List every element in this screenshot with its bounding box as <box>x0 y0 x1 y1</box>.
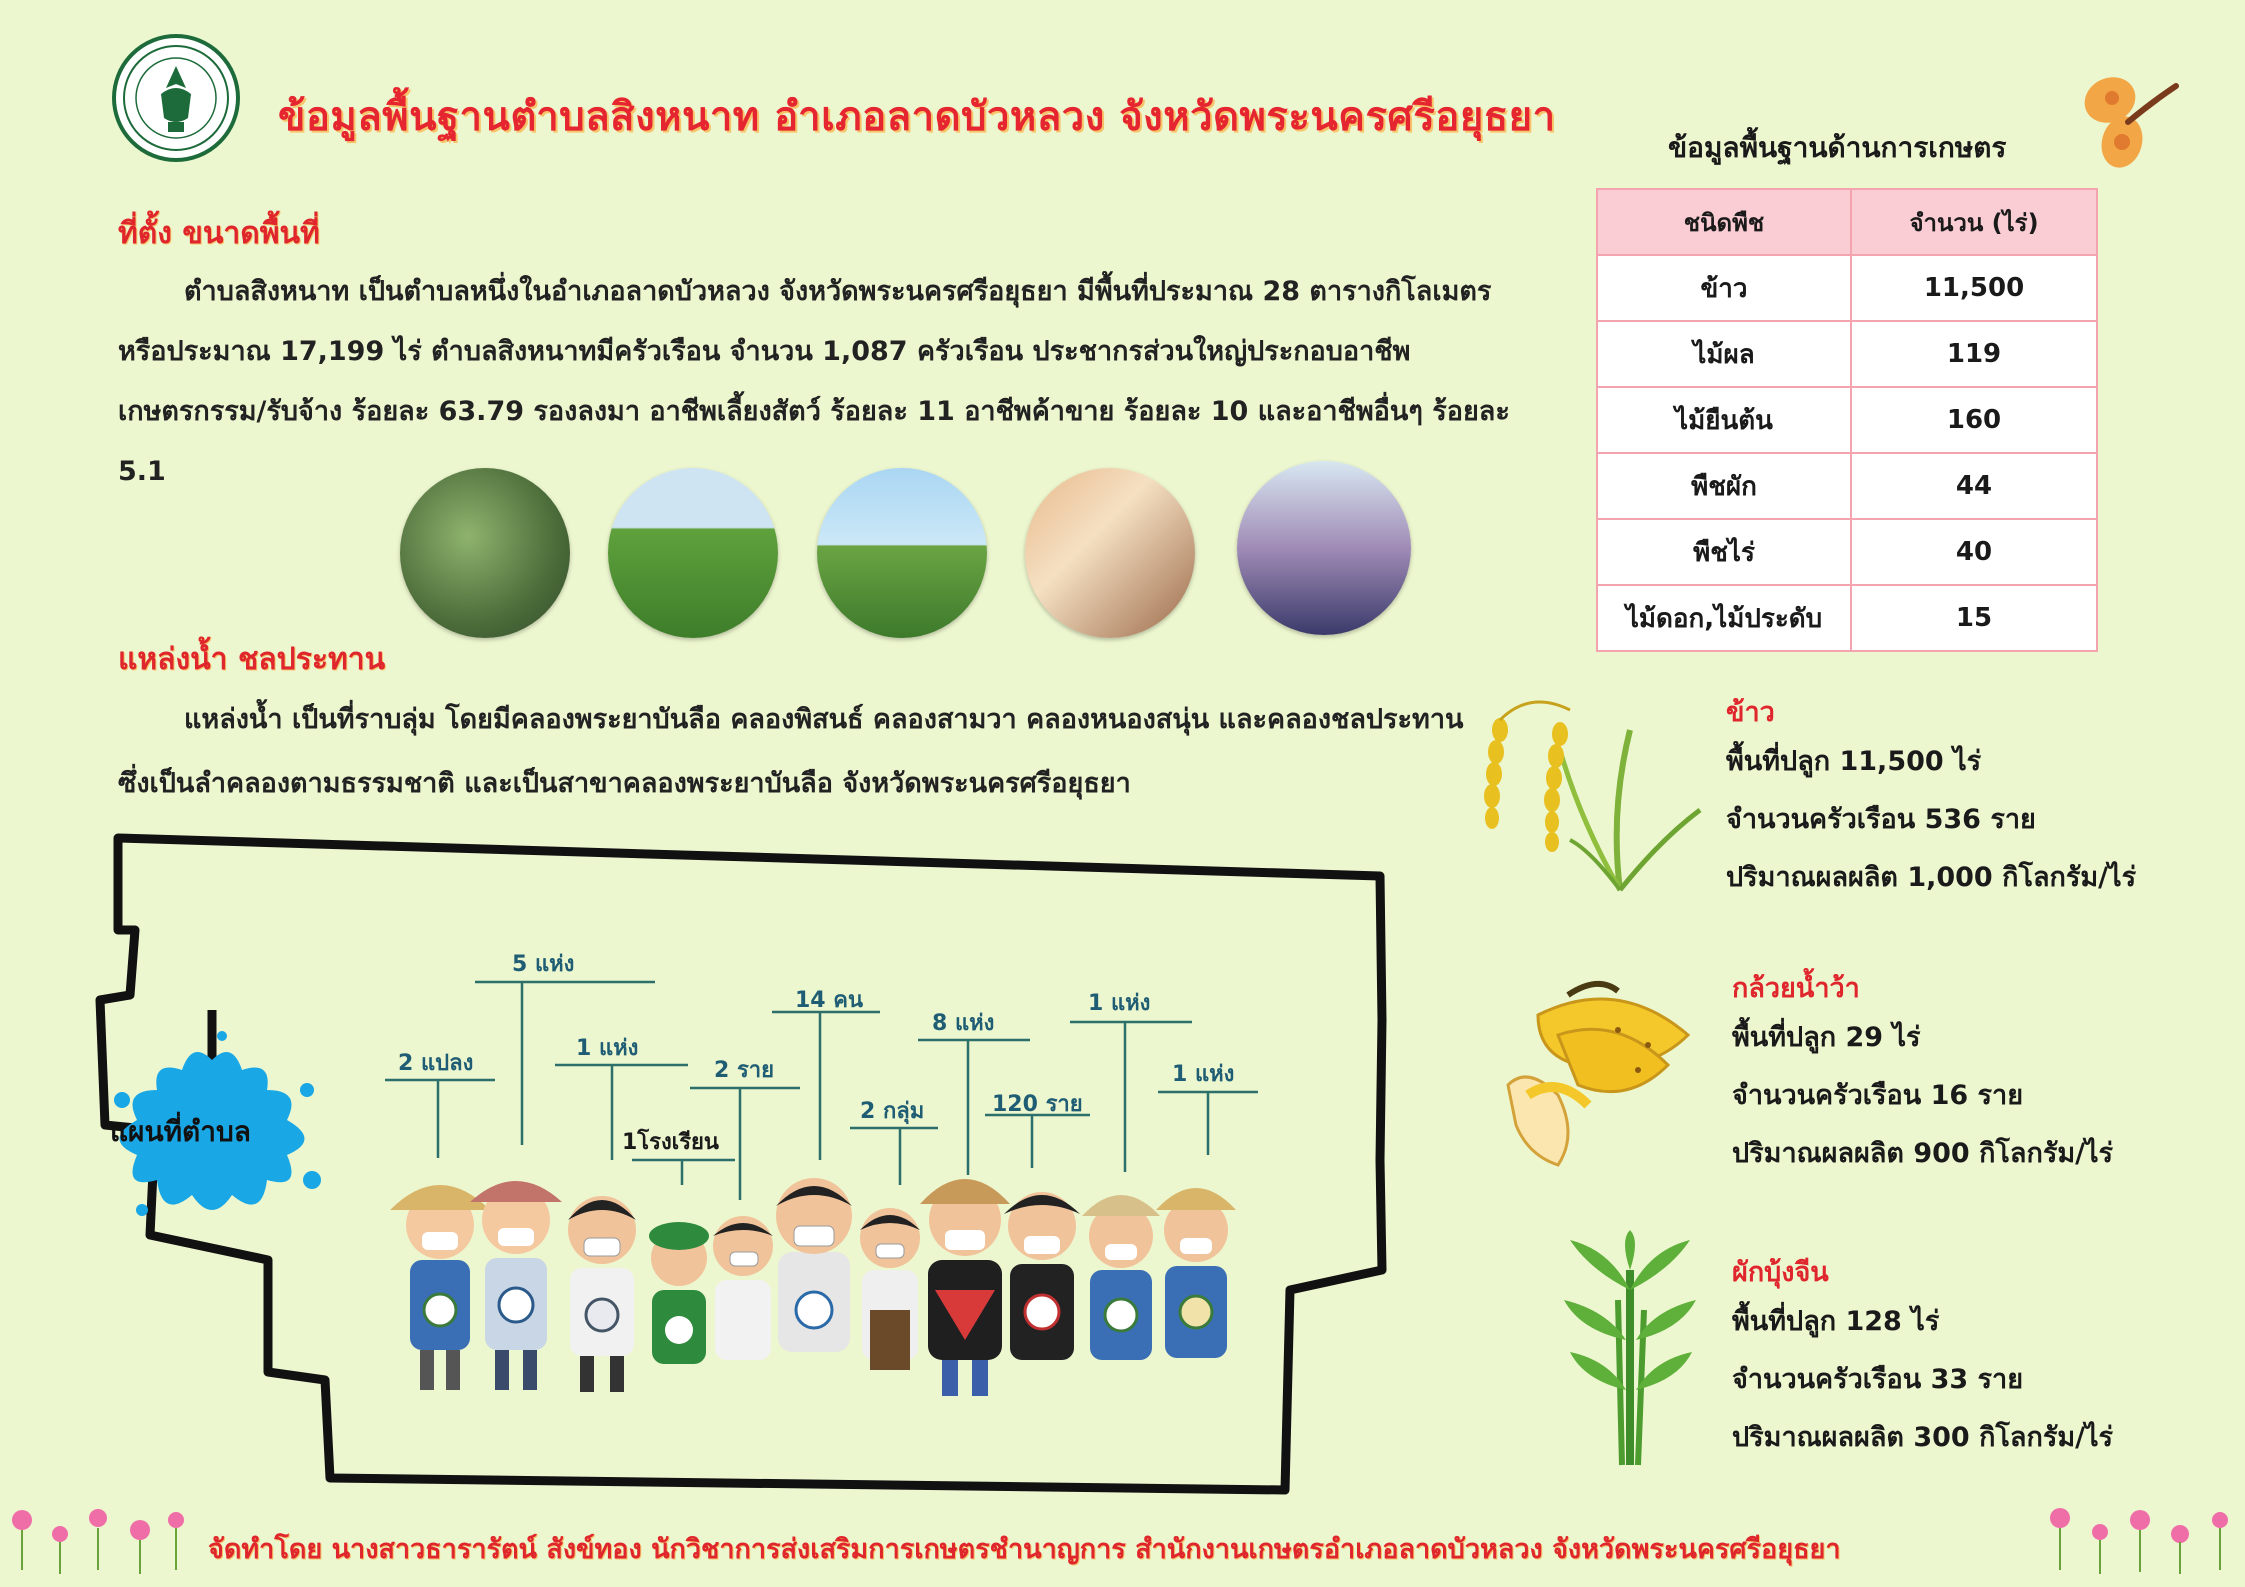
crop-area: พื้นที่ปลูก 29 ไร่ <box>1732 1022 1921 1053</box>
table-cell: ข้าว <box>1597 255 1851 321</box>
table-row <box>1597 453 2097 519</box>
table-header-row <box>1597 189 2097 255</box>
table-cell: 119 <box>1851 321 2097 387</box>
table-cell: 160 <box>1851 387 2097 453</box>
table-cell: พืชไร่ <box>1597 519 1851 585</box>
water-heading: แหล่งน้ำ ชลประทาน <box>118 642 386 677</box>
water-spinach-icon <box>1560 1230 1700 1474</box>
crop-households: จำนวนครัวเรือน 536 ราย <box>1726 804 2036 835</box>
marker-label: 14 คน <box>795 988 864 1013</box>
crop-name: ผักบุ้งจีน <box>1732 1257 1829 1288</box>
marker-label: 120 ราย <box>992 1092 1083 1117</box>
table-cell: 44 <box>1851 453 2097 519</box>
crop-yield: ปริมาณผลผลิต 900 กิโลกรัม/ไร่ <box>1732 1138 2114 1169</box>
crop-yield: ปริมาณผลผลิต 1,000 กิโลกรัม/ไร่ <box>1726 862 2137 893</box>
crop-card-banana <box>1732 966 2113 1183</box>
marker-label: 2 แปลง <box>398 1051 474 1076</box>
table-row <box>1597 519 2097 585</box>
marker-label: 1 แห่ง <box>576 1036 639 1061</box>
table-row <box>1597 387 2097 453</box>
marker-label: 1 แห่ง <box>1088 991 1151 1016</box>
crop-table <box>1596 188 2098 652</box>
marker-label: 2 กลุ่ม <box>860 1099 925 1124</box>
marker-label: 5 แห่ง <box>512 952 575 977</box>
butterfly-icon <box>2080 62 2180 176</box>
crop-card-water-spinach <box>1732 1250 2113 1467</box>
crop-area: พื้นที่ปลูก 11,500 ไร่ <box>1726 746 1982 777</box>
crop-area: พื้นที่ปลูก 128 ไร่ <box>1732 1306 1940 1337</box>
table-cell: 40 <box>1851 519 2097 585</box>
marker-label: 1 แห่ง <box>1172 1062 1235 1087</box>
column-header: ชนิดพืช <box>1597 189 1851 255</box>
table-cell: 11,500 <box>1851 255 2097 321</box>
table-cell: 15 <box>1851 585 2097 651</box>
table-cell: ไม้ผล <box>1597 321 1851 387</box>
column-header: จำนวน (ไร่) <box>1851 189 2097 255</box>
table-cell: ไม้ยืนต้น <box>1597 387 1851 453</box>
crop-name: ข้าว <box>1726 697 1775 728</box>
table-row <box>1597 585 2097 651</box>
marker-label: 2 ราย <box>714 1058 775 1083</box>
crop-yield: ปริมาณผลผลิต 300 กิโลกรัม/ไร่ <box>1732 1422 2114 1453</box>
table-row <box>1597 255 2097 321</box>
crop-card-rice <box>1726 690 2136 907</box>
agri-heading: ข้อมูลพื้นฐานด้านการเกษตร <box>1668 131 2007 164</box>
location-heading: ที่ตั้ง ขนาดพื้นที่ <box>118 216 320 251</box>
crop-households: จำนวนครัวเรือน 16 ราย <box>1732 1080 2024 1111</box>
table-cell: ไม้ดอก,ไม้ประดับ <box>1597 585 1851 651</box>
table-cell: พืชผัก <box>1597 453 1851 519</box>
crop-name: กล้วยน้ำว้า <box>1732 973 1860 1004</box>
map-label: แผนที่ตำบล <box>110 1115 251 1148</box>
people-group-illustration <box>370 1140 1270 1400</box>
crop-households: จำนวนครัวเรือน 33 ราย <box>1732 1364 2024 1395</box>
water-line: แหล่งน้ำ เป็นที่ราบลุ่ม โดยมีคลองพระยาบันลือ คลองพิสนธ์ คลองสามวา คลองหนองสนุ่น และคลองชลประทาน <box>184 704 1464 735</box>
water-line: ซึ่งเป็นลำคลองตามธรรมชาติ และเป็นสาขาคลองพระยาบันลือ จังหวัดพระนครศรีอยุธยา <box>118 768 1131 799</box>
marker-label: 1โรงเรียน <box>622 1130 719 1155</box>
page-title: ข้อมูลพื้นฐานตำบลสิงหนาท อำเภอลาดบัวหลวง จังหวัดพระนครศรีอยุธยา <box>278 94 1556 140</box>
location-line: ตำบลสิงหนาท เป็นตำบลหนึ่งในอำเภอลาดบัวหลวง จังหวัดพระนครศรีอยุธยา มีพื้นที่ประมาณ 28 ตารางกิโลเมตร <box>184 276 1492 307</box>
location-line: หรือประมาณ 17,199 ไร่ ตำบลสิงหนาทมีครัวเรือน จำนวน 1,087 ครัวเรือน ประชากรส่วนใหญ่ประกอบอาชีพ <box>118 336 1411 367</box>
footer-credit: จัดทำโดย นางสาวธารารัตน์ สังข์ทอง นักวิชาการส่งเสริมการเกษตรชำนาญการ สำนักงานเกษตรอำเภอลาดบัวหลวง จังหวัดพระนครศรีอยุธยา <box>208 1534 1841 1565</box>
location-line: เกษตรกรรม/รับจ้าง ร้อยละ 63.79 รองลงมา อาชีพเลี้ยงสัตว์ ร้อยละ 11 อาชีพค้าขาย ร้อยละ 10 และอาชีพอื่นๆ ร้อยละ 5.1 <box>118 396 1510 487</box>
marker-label: 8 แห่ง <box>932 1011 995 1036</box>
table-row <box>1597 321 2097 387</box>
